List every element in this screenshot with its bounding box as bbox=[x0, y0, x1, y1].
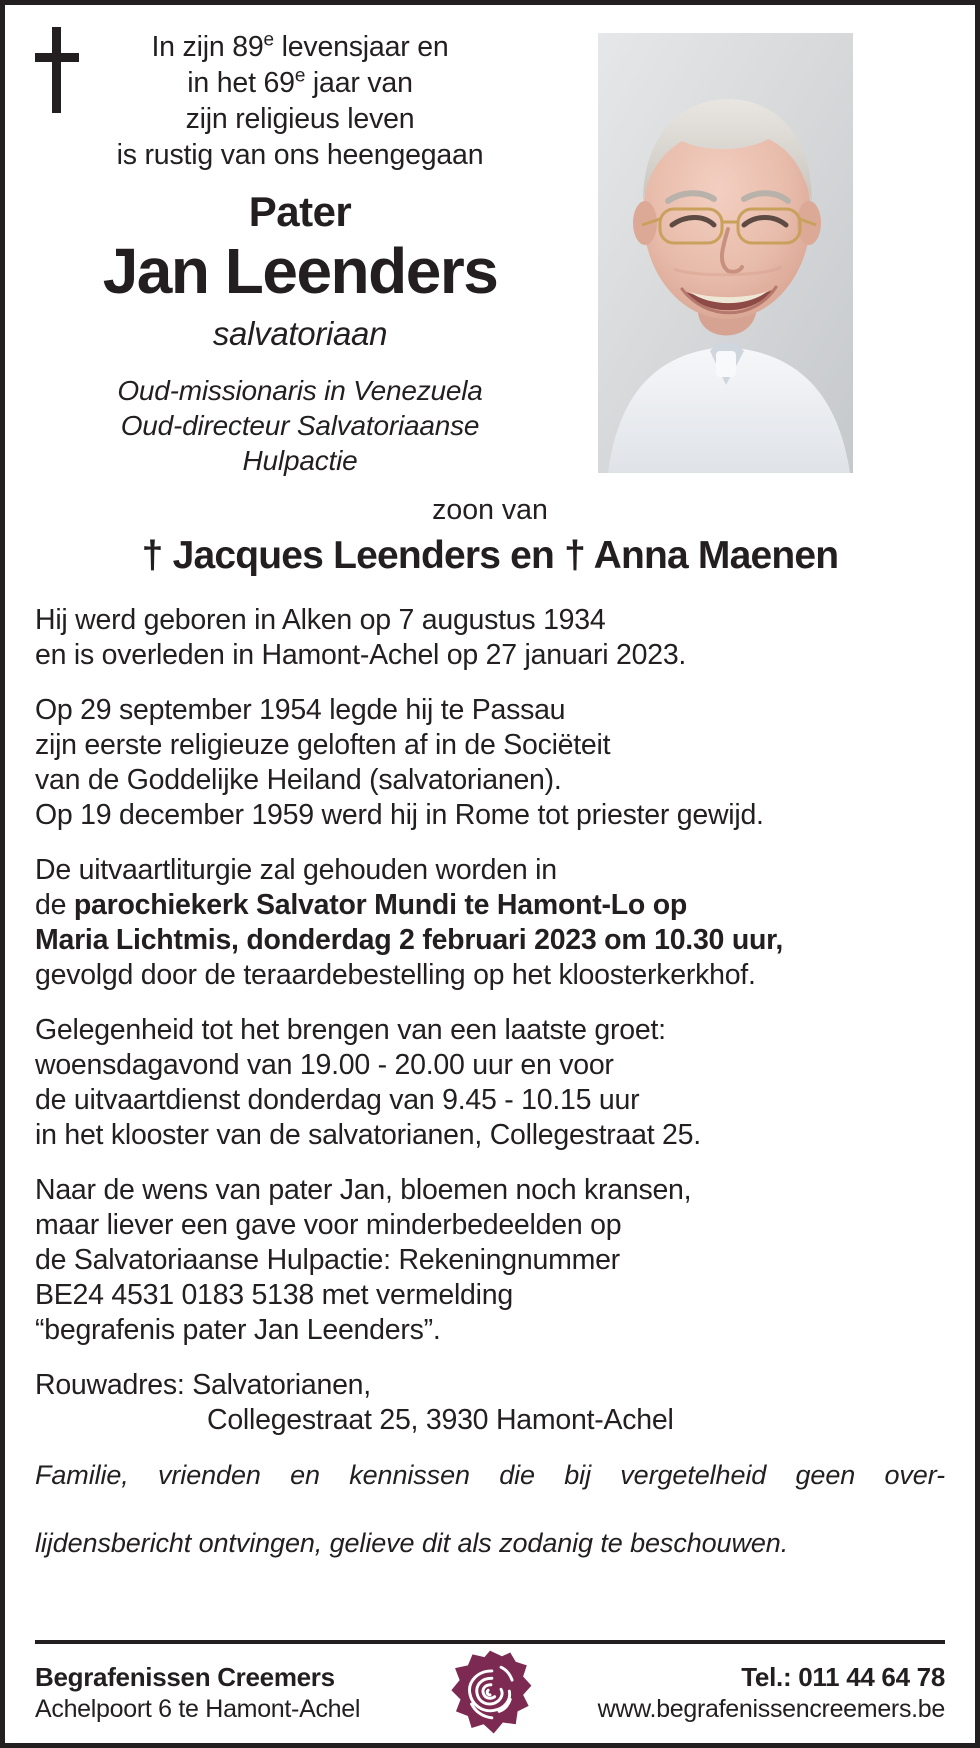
vows-line-4: Op 19 december 1959 werd hij in Rome tot priester gewijd. bbox=[35, 799, 764, 831]
paragraph-funeral-service bbox=[35, 853, 945, 993]
intro-line-3: zijn religieus leven bbox=[185, 103, 415, 135]
footer-company bbox=[35, 1661, 360, 1725]
footer bbox=[35, 1644, 945, 1742]
footer-section bbox=[5, 1640, 975, 1743]
intro-line-2-post: jaar van bbox=[305, 67, 413, 99]
intro-line-2-pre: in het 69 bbox=[187, 67, 295, 99]
intro-line-2-sup: e bbox=[294, 65, 306, 87]
donation-line-1: Naar de wens van pater Jan, bloemen noch kransen, bbox=[35, 1174, 692, 1206]
deceased-order: salvatoriaan bbox=[212, 315, 388, 352]
donation-iban: BE24 4531 0183 5138 met vermelding bbox=[35, 1279, 513, 1311]
intro-line-1-pre: In zijn 89 bbox=[151, 31, 264, 63]
intro-line-4: is rustig van ons heengegaan bbox=[116, 139, 484, 171]
vows-line-3: van de Goddelijke Heiland (salvatorianen). bbox=[35, 764, 562, 796]
heading-block bbox=[65, 29, 535, 478]
parents-names: † Jacques Leenders en † Anna Maenen bbox=[141, 534, 839, 577]
death-line: en is overleden in Hamont-Achel op 27 januari 2023. bbox=[35, 639, 687, 671]
vows-line-1: Op 29 september 1954 legde hij te Passau bbox=[35, 694, 566, 726]
footer-contact bbox=[598, 1661, 945, 1725]
birth-line: Hij werd geboren in Alken op 7 augustus 1934 bbox=[35, 604, 606, 636]
funeral-line-2 bbox=[35, 888, 945, 923]
closing-note-line-2: lijdensbericht ontvingen, gelieve dit als zodanig te beschouwen. bbox=[35, 1528, 789, 1558]
funeral-church-bold: parochiekerk Salvator Mundi te Hamont-Lo op bbox=[73, 889, 688, 921]
parents-label: zoon van bbox=[432, 494, 548, 526]
mourning-address-line-2: Collegestraat 25, 3930 Hamont-Achel bbox=[207, 1404, 674, 1436]
visiting-line-3: de uitvaartdienst donderdag van 9.45 - 10.15 uur bbox=[35, 1084, 640, 1116]
rose-icon bbox=[444, 1647, 536, 1739]
footer-company-name: Begrafenissen Creemers bbox=[35, 1662, 335, 1692]
intro-line-1 bbox=[65, 29, 535, 65]
funeral-line-2-prefix: de bbox=[35, 889, 74, 921]
deceased-name: Jan Leenders bbox=[102, 235, 498, 307]
donation-reference: “begrafenis pater Jan Leenders”. bbox=[35, 1314, 441, 1346]
footer-company-address: Achelpoort 6 te Hamont-Achel bbox=[35, 1695, 361, 1723]
deceased-roles bbox=[65, 373, 535, 478]
paragraph-donation bbox=[35, 1173, 945, 1348]
closing-note bbox=[5, 1458, 975, 1560]
funeral-line-4: gevolgd door de teraardebestelling op het kloosterkerkhof. bbox=[35, 959, 756, 991]
visiting-line-2: woensdagavond van 19.00 - 20.00 uur en voor bbox=[35, 1049, 614, 1081]
card-header-section bbox=[5, 5, 975, 485]
role-line-2: Oud-directeur Salvatoriaanse bbox=[120, 410, 480, 441]
closing-note-line-1: Familie, vrienden en kennissen die bij vergetelheid geen over- bbox=[35, 1460, 945, 1490]
intro-line-2 bbox=[65, 65, 535, 101]
visiting-line-4: in het klooster van de salvatorianen, Collegestraat 25. bbox=[35, 1119, 701, 1151]
intro-line-1-sup: e bbox=[263, 29, 274, 51]
funeral-line-1: De uitvaartliturgie zal gehouden worden in bbox=[35, 854, 557, 886]
visiting-line-1: Gelegenheid tot het brengen van een laatste groet: bbox=[35, 1014, 666, 1046]
mourning-address-line-1: Rouwadres: Salvatorianen, bbox=[35, 1369, 371, 1401]
donation-line-2: maar liever een gave voor minderbedeelden op bbox=[35, 1209, 622, 1241]
footer-phone[interactable]: Tel.: 011 44 64 78 bbox=[741, 1662, 945, 1692]
portrait-photo bbox=[598, 33, 853, 473]
paragraph-birth-death bbox=[35, 603, 945, 673]
funeral-line-3 bbox=[35, 923, 945, 958]
mourning-address bbox=[35, 1368, 945, 1438]
paragraph-visiting-hours bbox=[35, 1013, 945, 1153]
vows-line-2: zijn eerste religieuze geloften af in de Sociëteit bbox=[35, 729, 611, 761]
role-line-3: Hulpactie bbox=[242, 445, 358, 476]
deceased-title: Pater bbox=[248, 188, 352, 235]
funeral-datetime-bold: Maria Lichtmis, donderdag 2 februari 2023 om 10.30 uur, bbox=[35, 924, 784, 956]
body-text bbox=[5, 603, 975, 1438]
footer-website[interactable]: www.begrafenissencreemers.be bbox=[597, 1695, 945, 1723]
donation-line-3: de Salvatoriaanse Hulpactie: Rekeningnummer bbox=[35, 1244, 620, 1276]
intro-line-1-post: levensjaar en bbox=[273, 31, 449, 63]
paragraph-vows bbox=[35, 693, 945, 833]
role-line-1: Oud-missionaris in Venezuela bbox=[117, 375, 483, 406]
